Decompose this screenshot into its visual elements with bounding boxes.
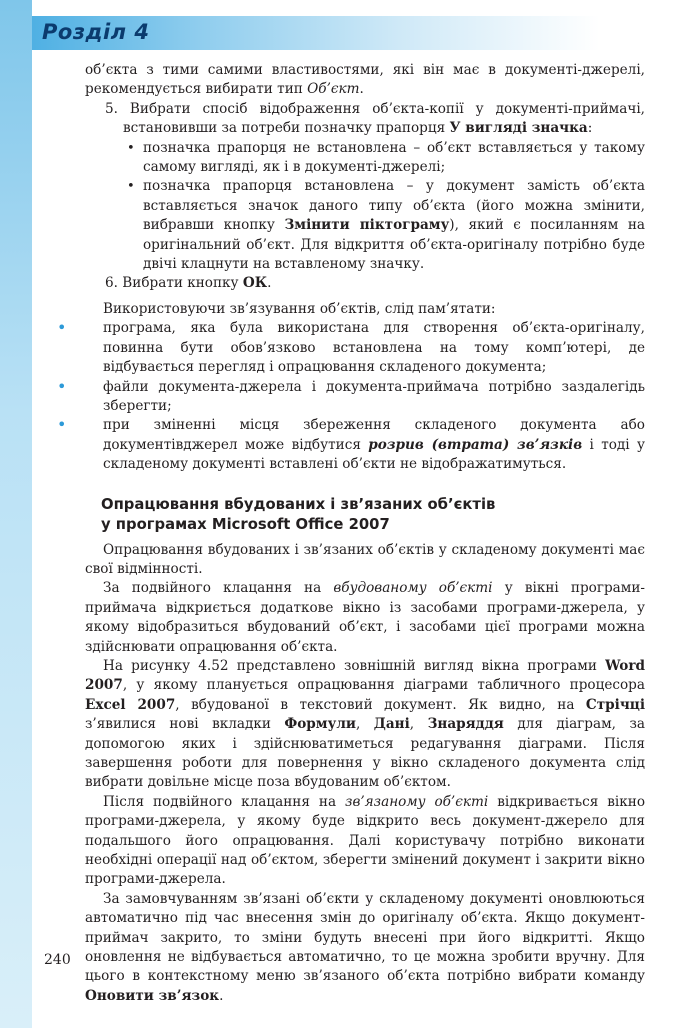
step-6: 6. Вибрати кнопку ОК. xyxy=(105,275,272,292)
paragraph-embedded: За подвійного клацання на вбудованому об’єкті у вікні програми-приймача відкриється додаткове вікно із засобами програми-джерела, у якому відобразиться вбудований об’єкт, і засобами цієї програми можна здійснювати опрацювання об’єкта. xyxy=(85,580,646,655)
paragraph-linked: Після подвійного клацання на зв’язаному об’єкті відкривається вікно програми-джерела, у якому буде відкрито весь документ-джерело для подальшого його опрацювання. Далі користувачу потрібно виконати необхідні операції над об’єктом, зберегти змінений документ і закрити вікно програми-джерела. xyxy=(85,793,646,888)
sub-item-checked: • позначка прапорця встановлена – у документ замість об’єкта вставляється значок даного типу об’єкта (його можна змінити, вибравши кнопку Змінити піктограму), який є посиланням на оригінальний об’єкт. Для відкриття об’єкта-оригіналу потрібно буде двічі клацнути на вставленому значку. xyxy=(127,178,645,273)
paragraph-differences: Опрацювання вбудованих і зв’язаних об’єктів у складеному документі має свої відмінності. xyxy=(85,541,645,577)
section-heading: Опрацювання вбудованих і зв’язаних об’єктів у програмах Microsoft Office 2007 xyxy=(101,495,496,533)
chapter-title: Розділ 4 xyxy=(42,20,150,44)
side-decoration-band xyxy=(0,0,32,1028)
step-5: 5. Вибрати спосіб відображення об’єкта-копії у документі-приймачі, встановивши за потреби позначку прапорця У вигляді значка: xyxy=(105,100,645,137)
page-number: 240 xyxy=(44,952,71,968)
paragraph-continuation: об’єкта з тими самими властивостями, які він має в документі-джерелі, рекомендується вибирати тип Об’єкт. xyxy=(85,62,645,98)
sub-item-unchecked: • позначка прапорця не встановлена – об’єкт вставляється у такому самому вигляді, як і в документі-джерелі; xyxy=(127,139,645,176)
blue-bullet-icon: • xyxy=(57,376,67,396)
blue-bullet-icon: • xyxy=(57,415,67,435)
bullet-icon: • xyxy=(127,179,135,195)
remember-item-save: • файли документа-джерела і документа-приймача потрібно заздалегідь зберегти; xyxy=(57,376,645,414)
blue-bullet-icon: • xyxy=(57,318,67,338)
bullet-icon: • xyxy=(127,140,135,156)
paragraph-update: За замовчуванням зв’язані об’єкти у складеному документі оновлюються автоматично під час внесення змін до оригіналу об’єкта. Якщо документ-приймач закрито, то зміни будуть внесені при його відкритті. Якщо оновлення не відбувається автоматично, то це можна зробити вручну. Для цього в контекстному меню зв’язаного об’єкта потрібно вибрати команду Оновити зв’язок. xyxy=(85,890,645,1004)
remember-intro: Використовуючи зв’язування об’єктів, слід пам’ятати: xyxy=(103,300,496,317)
remember-item-location: • при зміненні місця збереження складеного документа або документівджерел може відбутися розрив (втрата) зв’язків і тоді у складеному документі вставлені об’єкти не відображатимуться. xyxy=(57,415,645,473)
remember-item-program: • програма, яка була використана для створення об’єкта-оригіналу, повинна бути обов’язково встановлена на тому комп’ютері, де відбувається перегляд і опрацювання складеного документа; xyxy=(57,318,645,376)
paragraph-figure: На рисунку 4.52 представлено зовнішній вигляд вікна програми Word 2007, у якому планується опрацювання діаграми табличного процесора Excel 2007, вбудованої в текстовий документ. Як видно, на Стрічці з’явилися нові вкладки Формули, Дані, Знаряддя для діаграм, за допомогою яких і здійснюватиметься редагування діаграми. Після завершення роботи для повернення у вікно складеного документа слід вибрати довільне місце поза вбудованим об’єктом. xyxy=(85,657,645,791)
